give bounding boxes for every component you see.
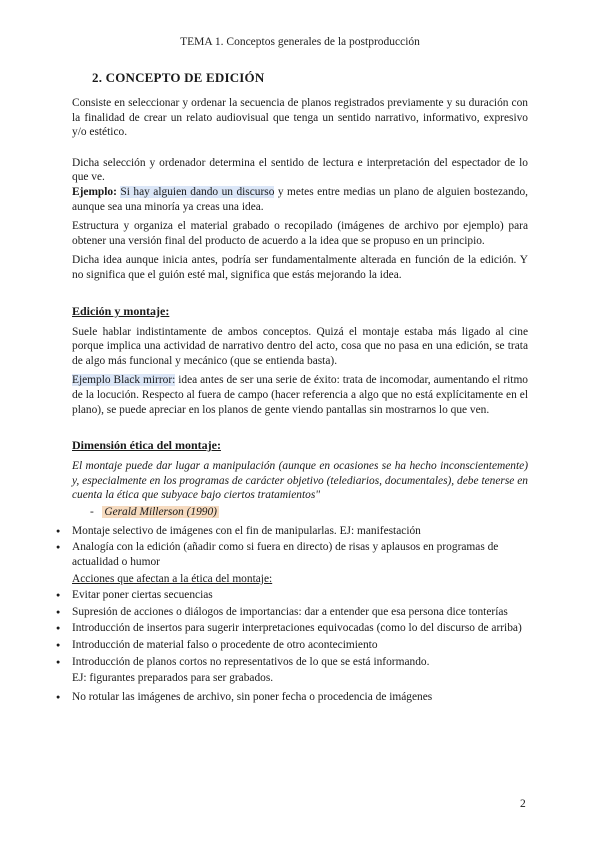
list-item: ● Montaje selectivo de imágenes con el fin de manipularlas. EJ: manifestación (72, 524, 528, 539)
dimension-etica-heading: Dimensión ética del montaje: (72, 438, 221, 453)
list-item: ● Introducción de planos cortos no representativos de lo que se está informando. (72, 655, 528, 670)
page-content (72, 70, 528, 706)
section-title: 2. CONCEPTO DE EDICIÓN (92, 70, 265, 85)
list-item: ● Supresión de acciones o diálogos de importancias: dar a entender que esa persona dice tonterías (72, 605, 528, 620)
quote-author: Gerald Millerson (1990) (104, 505, 217, 518)
ethics-bullets-1 (72, 524, 528, 570)
quote-author-line (90, 505, 528, 520)
millerson-quote: El montaje puede dar lugar a manipulación (aunque en ocasiones se ha hecho inconscientemente) y, especialmente en los programas de carácter objetivo (telediarios, documentales), debe tenerse en cuenta la ética que subyace bajo ciertos tratamientos" (72, 460, 528, 502)
intro-paragraph-2: Dicha selección y ordenador determina el sentido de lectura e interpretación del espectador de lo que ve. (72, 156, 528, 184)
edicion-montaje-heading: Edición y montaje: (72, 303, 170, 318)
ej-figurantes: EJ: figurantes preparados para ser grabados. (72, 672, 274, 685)
example-highlight: Si hay alguien dando un discurso (120, 185, 275, 198)
running-header: TEMA 1. Conceptos generales de la postproducción (180, 36, 420, 48)
example-rest: y metes entre medias un plano de alguien bostezando, aunque sea una minoría ya creas una idea. (72, 185, 528, 213)
page-number: 2 (520, 798, 526, 810)
list-item: ● Introducción de insertos para sugerir interpretaciones equivocadas (como lo del discurso de arriba) (72, 621, 528, 636)
edicion-montaje-paragraph: Suele hablar indistintamente de ambos conceptos. Quizá el montaje estaba más ligado al cine porque implica una actividad de narrativo dentro del acto, cosa que no pasa en una edición, se trata de algo más funcional y mecánico (que se entienda basta). (72, 325, 528, 367)
ethics-bullets-2 (72, 588, 528, 669)
black-mirror-text: idea antes de ser una serie de éxito: trata de incomodar, aumentando el ritmo de la locución. Respecto al fuera de campo (hacer referencia a algo que no está explícitamente en el plano), se puede apreciar en los planos de gente viendo pantallas sin mostrarnos lo que ven. (72, 374, 529, 416)
black-mirror-example (72, 373, 528, 417)
author-dash: - (90, 505, 94, 518)
intro-paragraph-5: Dicha idea aunque inicia antes, podría ser fundamentalmente alterada en función de la edición. Y no significa que el guión esté mal, significa que estás mejorando la idea. (72, 254, 528, 281)
black-mirror-label: Ejemplo Black mirror: (72, 374, 176, 387)
ethics-bullets-3 (72, 690, 528, 705)
intro-paragraph-1: Consiste en seleccionar y ordenar la secuencia de planos registrados previamente y su duración con la finalidad de crear un relato audiovisual que tenga un sentido narrativo, informativo, expresivo y/o estético. (72, 97, 528, 139)
list-item: ● No rotular las imágenes de archivo, sin poner fecha o procedencia de imágenes (72, 690, 528, 705)
list-item: ● Introducción de material falso o procedente de otro acontecimiento (72, 638, 528, 653)
intro-example (72, 185, 528, 214)
example-label: Ejemplo: (72, 185, 117, 198)
intro-paragraph-4: Estructura y organiza el material grabado o recopilado (imágenes de archivo por ejemplo) para obtener una versión final del producto de acuerdo a la idea que se propuso en un principio. (72, 220, 528, 247)
list-item: ● Evitar poner ciertas secuencias (72, 588, 528, 603)
list-item: ● Analogía con la edición (añadir como si fuera en directo) de risas y aplausos en programas de actualidad o humor (72, 540, 528, 569)
acciones-heading: Acciones que afectan a la ética del montaje: (72, 572, 273, 585)
